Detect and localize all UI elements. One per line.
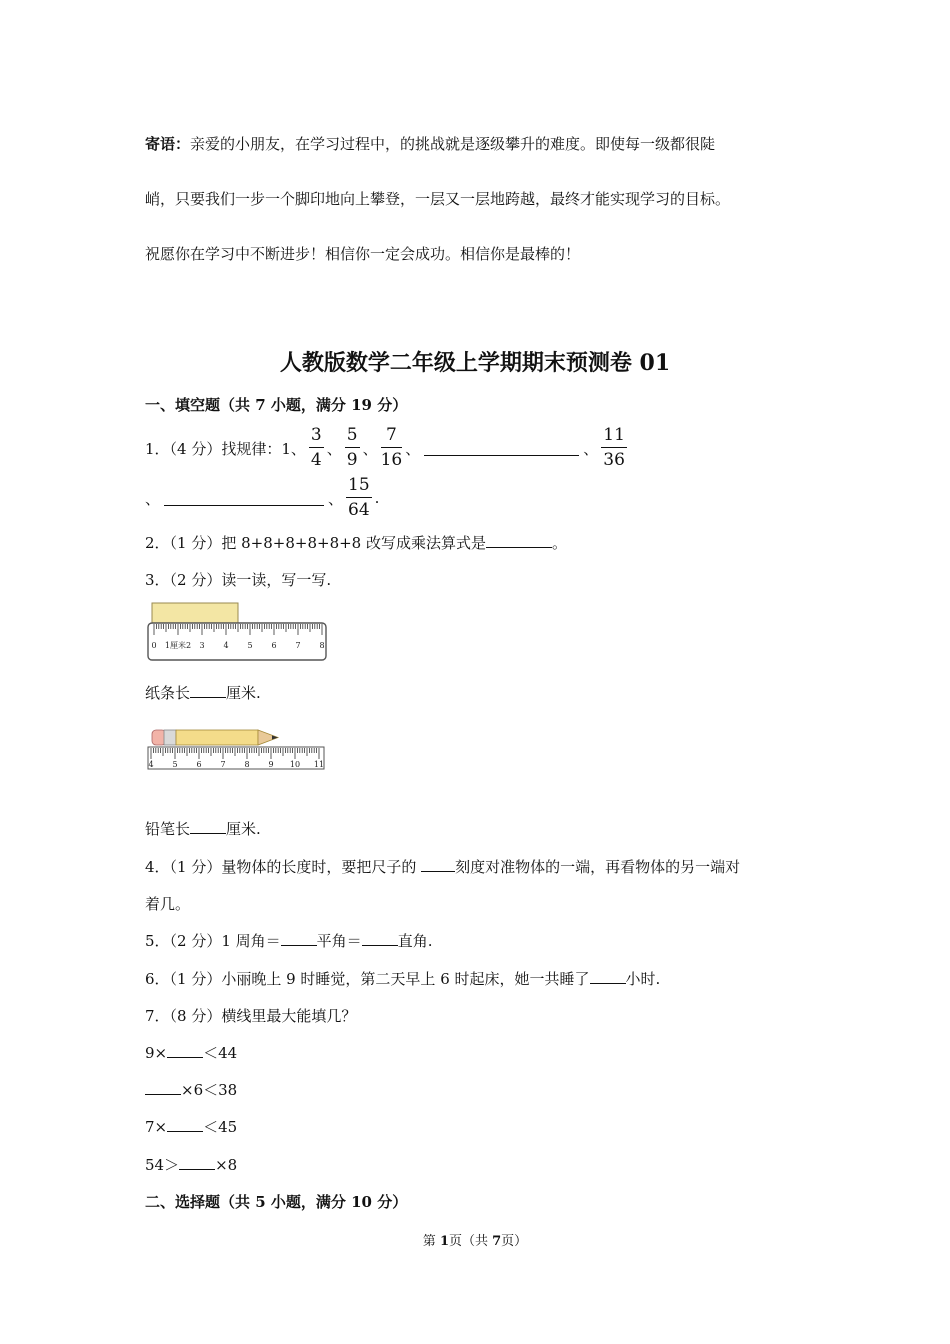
section-1-heading: 一、填空题（共 7 小题，满分 19 分） bbox=[145, 396, 408, 414]
answer-blank[interactable] bbox=[362, 931, 398, 946]
ruler-label: 1厘米2 bbox=[164, 641, 192, 650]
page-title: 人教版数学二年级上学期期末预测卷 01 bbox=[279, 350, 671, 376]
ruler-label: 8 bbox=[244, 760, 250, 769]
page-footer: 第 1页（共 7页） bbox=[422, 1234, 528, 1249]
question-4: 4．（1 分）量物体的长度时，要把尺子的 刻度对准物体的一端，再看物体的另一端对 bbox=[145, 858, 741, 876]
question-7: 7．（8 分）横线里最大能填几？ bbox=[145, 1007, 357, 1025]
ruler-label: 8 bbox=[319, 641, 325, 650]
question-1-cont: 、 、 $\frac{15}{64}$ . bbox=[145, 475, 380, 520]
fraction-4: $\frac{11}{36}$ bbox=[603, 425, 625, 470]
fraction-2: $\frac{5}{9}$ bbox=[346, 425, 358, 470]
answer-blank[interactable] bbox=[590, 969, 626, 984]
intro-line-3: 祝愿你在学习中不断进步！相信你一定会成功。相信你是最棒的！ bbox=[145, 245, 581, 263]
question-1: 1．（4 分）找规律：1、 $\frac{3}{4}$ 、 $\frac{5}{9}$ 、 $\frac{7}{16}$ 、 、 $\frac{11}{36}$ bbox=[145, 425, 625, 470]
intro-line-1: 寄语：亲爱的小朋友，在学习过程中，的挑战就是逐级攀升的难度。即使每一级都很陡 bbox=[145, 135, 716, 153]
ruler-label: 5 bbox=[172, 760, 178, 769]
answer-blank[interactable] bbox=[167, 1043, 203, 1058]
inequality-1: 9× ＜44 bbox=[145, 1044, 238, 1062]
ruler-label: 0 bbox=[151, 641, 157, 650]
answer-blank[interactable] bbox=[145, 1080, 181, 1095]
ruler-label: 5 bbox=[247, 641, 253, 650]
question-3: 3．（2 分）读一读，写一写. bbox=[145, 571, 332, 589]
ruler-label: 11 bbox=[313, 760, 325, 769]
answer-blank[interactable] bbox=[281, 931, 317, 946]
answer-blank[interactable] bbox=[167, 1117, 203, 1132]
ruler-label: 9 bbox=[268, 760, 274, 769]
intro-line-2: 峭，只要我们一步一个脚印地向上攀登，一层又一层地跨越，最终才能实现学习的目标。 bbox=[145, 190, 731, 208]
ruler-label: 6 bbox=[271, 641, 277, 650]
question-4-cont: 着几。 bbox=[145, 895, 191, 913]
fraction-1: $\frac{3}{4}$ bbox=[310, 425, 322, 470]
ruler-label: 3 bbox=[199, 641, 205, 650]
pencil-length-line: 铅笔长 厘米. bbox=[145, 820, 261, 838]
fraction-3: $\frac{7}{16}$ bbox=[380, 425, 403, 470]
answer-blank[interactable] bbox=[486, 533, 552, 548]
inequality-4: 54＞ ×8 bbox=[145, 1156, 238, 1174]
question-5: 5．（2 分）1 周角＝ 平角＝ 直角. bbox=[145, 932, 433, 950]
ruler-label: 4 bbox=[148, 760, 154, 769]
paper-length-line: 纸条长 厘米. bbox=[145, 684, 261, 702]
ruler-pencil-figure bbox=[146, 720, 326, 780]
section-2-heading: 二、选择题（共 5 小题，满分 10 分） bbox=[145, 1193, 408, 1211]
fraction-5: $\frac{15}{64}$ bbox=[348, 475, 370, 520]
ruler-paper-figure bbox=[146, 601, 330, 663]
ruler-label: 10 bbox=[289, 760, 301, 769]
answer-blank[interactable] bbox=[190, 683, 226, 698]
answer-blank[interactable] bbox=[179, 1155, 215, 1170]
ruler-label: 6 bbox=[196, 760, 202, 769]
ruler-label: 7 bbox=[220, 760, 226, 769]
intro-label: 寄语： bbox=[145, 135, 191, 153]
answer-blank[interactable] bbox=[424, 441, 579, 456]
answer-blank[interactable] bbox=[190, 819, 226, 834]
inequality-2: ×6＜38 bbox=[145, 1079, 237, 1100]
inequality-3: 7× ＜45 bbox=[145, 1118, 238, 1136]
question-6: 6．（1 分）小丽晚上 9 时睡觉，第二天早上 6 时起床，她一共睡了 小时. bbox=[145, 970, 661, 988]
answer-blank[interactable] bbox=[421, 857, 455, 872]
answer-blank[interactable] bbox=[164, 491, 324, 506]
ruler-label: 4 bbox=[223, 641, 229, 650]
ruler-label: 7 bbox=[295, 641, 301, 650]
question-2: 2．（1 分）把 8+8+8+8+8+8 改写成乘法算式是 。 bbox=[145, 534, 568, 552]
